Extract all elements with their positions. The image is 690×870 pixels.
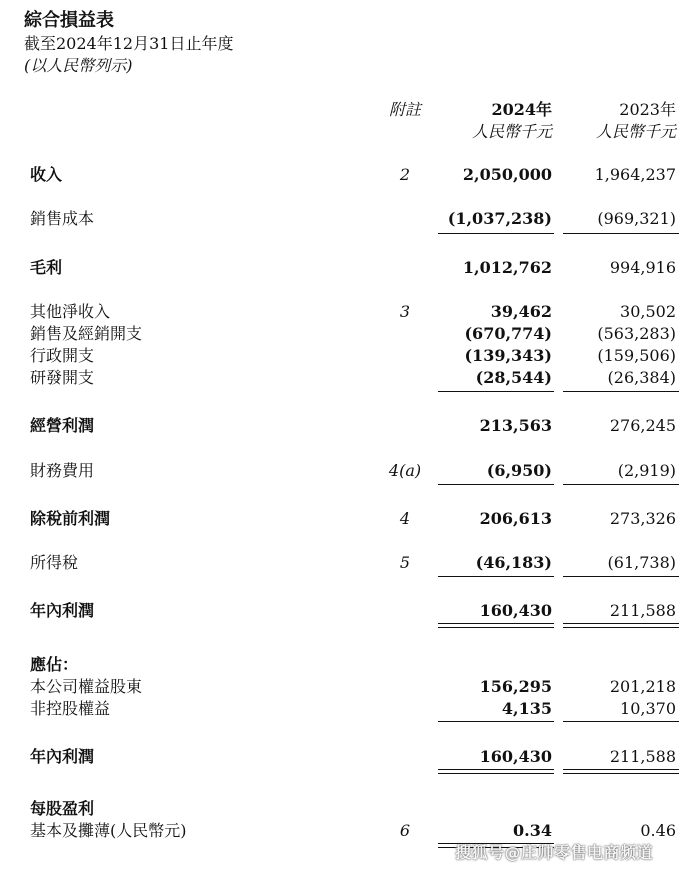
- value-2023: (2,919): [617, 461, 676, 480]
- table-row-eps-basic-diluted: [0, 820, 690, 842]
- year-2024-header: 2024年: [491, 100, 552, 119]
- currency-note: (以人民幣列示): [24, 56, 133, 75]
- value-2024: 1,012,762: [462, 258, 552, 277]
- underline-2023: [563, 391, 679, 392]
- table-row-equity-shareholders: [0, 676, 690, 698]
- unit-2024-header: 人民幣千元: [471, 122, 552, 141]
- value-2023: 211,588: [609, 601, 676, 620]
- value-2024: 160,430: [479, 601, 552, 620]
- value-2023: 276,245: [609, 416, 676, 435]
- table-row-revenue: [0, 164, 690, 186]
- row-label: 銷售成本: [30, 209, 95, 228]
- year-2023-header: 2023年: [619, 100, 676, 119]
- underline-2023: [563, 721, 679, 722]
- value-2024: 4,135: [501, 699, 552, 718]
- double-underline-2023: [563, 769, 679, 774]
- row-label: 本公司權益股東: [30, 677, 143, 696]
- row-label: 所得稅: [30, 553, 79, 572]
- value-2024: 2,050,000: [462, 165, 552, 184]
- row-label: 收入: [30, 165, 63, 184]
- table-row-finance-costs: [0, 460, 690, 482]
- source-watermark: 搜狐号@庄帅零售电商频道: [455, 843, 654, 862]
- value-2023: 10,370: [620, 699, 676, 718]
- table-row-profit-before-tax: [0, 508, 690, 530]
- value-2024: (28,544): [475, 368, 552, 387]
- table-row-gross-profit: [0, 257, 690, 279]
- row-label: 經營利潤: [30, 416, 95, 435]
- table-row-non-controlling: [0, 698, 690, 720]
- row-note: 2: [399, 165, 411, 184]
- value-2024: 206,613: [479, 509, 552, 528]
- value-2024: (46,183): [475, 553, 552, 572]
- statement-title: 綜合損益表: [24, 10, 114, 31]
- row-label: 除稅前利潤: [30, 509, 111, 528]
- row-note: 4: [399, 509, 411, 528]
- row-label: 基本及攤薄(人民幣元): [30, 821, 187, 840]
- row-label: 銷售及經銷開支: [30, 324, 143, 343]
- value-2024: 156,295: [479, 677, 552, 696]
- value-2023: 0.46: [640, 821, 676, 840]
- row-note: 5: [399, 553, 411, 572]
- table-row-selling-expenses: [0, 323, 690, 345]
- table-row-other-income: [0, 301, 690, 323]
- value-2024: 160,430: [479, 747, 552, 766]
- row-label: 研發開支: [30, 368, 95, 387]
- double-underline-2024: [438, 623, 554, 628]
- table-row-income-tax: [0, 552, 690, 574]
- value-2024: (6,950): [486, 461, 552, 480]
- row-label: 年內利潤: [30, 747, 95, 766]
- value-2024: 39,462: [490, 302, 552, 321]
- value-2023: 201,218: [609, 677, 676, 696]
- underline-2024: [438, 721, 554, 722]
- value-2023: (26,384): [607, 368, 676, 387]
- value-2024: 213,563: [479, 416, 552, 435]
- underline-2024: [438, 233, 554, 234]
- double-underline-2024: [438, 769, 554, 774]
- period-subtitle: 截至2024年12月31日止年度: [24, 34, 234, 53]
- row-label: 每股盈利: [30, 799, 95, 818]
- table-row-operating-profit: [0, 415, 690, 437]
- underline-2023: [563, 233, 679, 234]
- table-row-admin-expenses: [0, 345, 690, 367]
- table-row-rd-expenses: [0, 367, 690, 389]
- value-2024: 0.34: [513, 821, 552, 840]
- row-label: 其他淨收入: [30, 302, 111, 321]
- row-note: 3: [399, 302, 411, 321]
- table-row-attributable-heading: [0, 654, 690, 676]
- row-label: 毛利: [30, 258, 63, 277]
- row-label: 行政開支: [30, 346, 95, 365]
- underline-2023: [563, 484, 679, 485]
- value-2023: 30,502: [620, 302, 676, 321]
- value-2023: 1,964,237: [594, 165, 676, 184]
- row-label: 財務費用: [30, 461, 95, 480]
- underline-2023: [563, 576, 679, 577]
- value-2023: (563,283): [597, 324, 676, 343]
- underline-2024: [438, 576, 554, 577]
- underline-2024: [438, 484, 554, 485]
- value-2023: 994,916: [609, 258, 676, 277]
- table-row-profit-for-year: [0, 600, 690, 622]
- double-underline-2023: [563, 623, 679, 628]
- value-2024: (139,343): [464, 346, 552, 365]
- value-2023: 273,326: [609, 509, 676, 528]
- value-2023: (969,321): [597, 209, 676, 228]
- table-row-eps-heading: [0, 798, 690, 820]
- note-column-header: 附註: [388, 100, 421, 119]
- value-2024: (1,037,238): [447, 209, 552, 228]
- unit-2023-header: 人民幣千元: [595, 122, 676, 141]
- row-label: 非控股權益: [30, 699, 111, 718]
- row-label: 應佔：: [30, 655, 79, 674]
- row-note: 6: [399, 821, 411, 840]
- table-row-cost-of-sales: [0, 208, 690, 230]
- value-2023: 211,588: [609, 747, 676, 766]
- value-2023: (61,738): [607, 553, 676, 572]
- row-label: 年內利潤: [30, 601, 95, 620]
- table-row-profit-for-year-total: [0, 746, 690, 768]
- underline-2024: [438, 391, 554, 392]
- value-2023: (159,506): [597, 346, 676, 365]
- row-note: 4(a): [388, 461, 422, 480]
- value-2024: (670,774): [464, 324, 552, 343]
